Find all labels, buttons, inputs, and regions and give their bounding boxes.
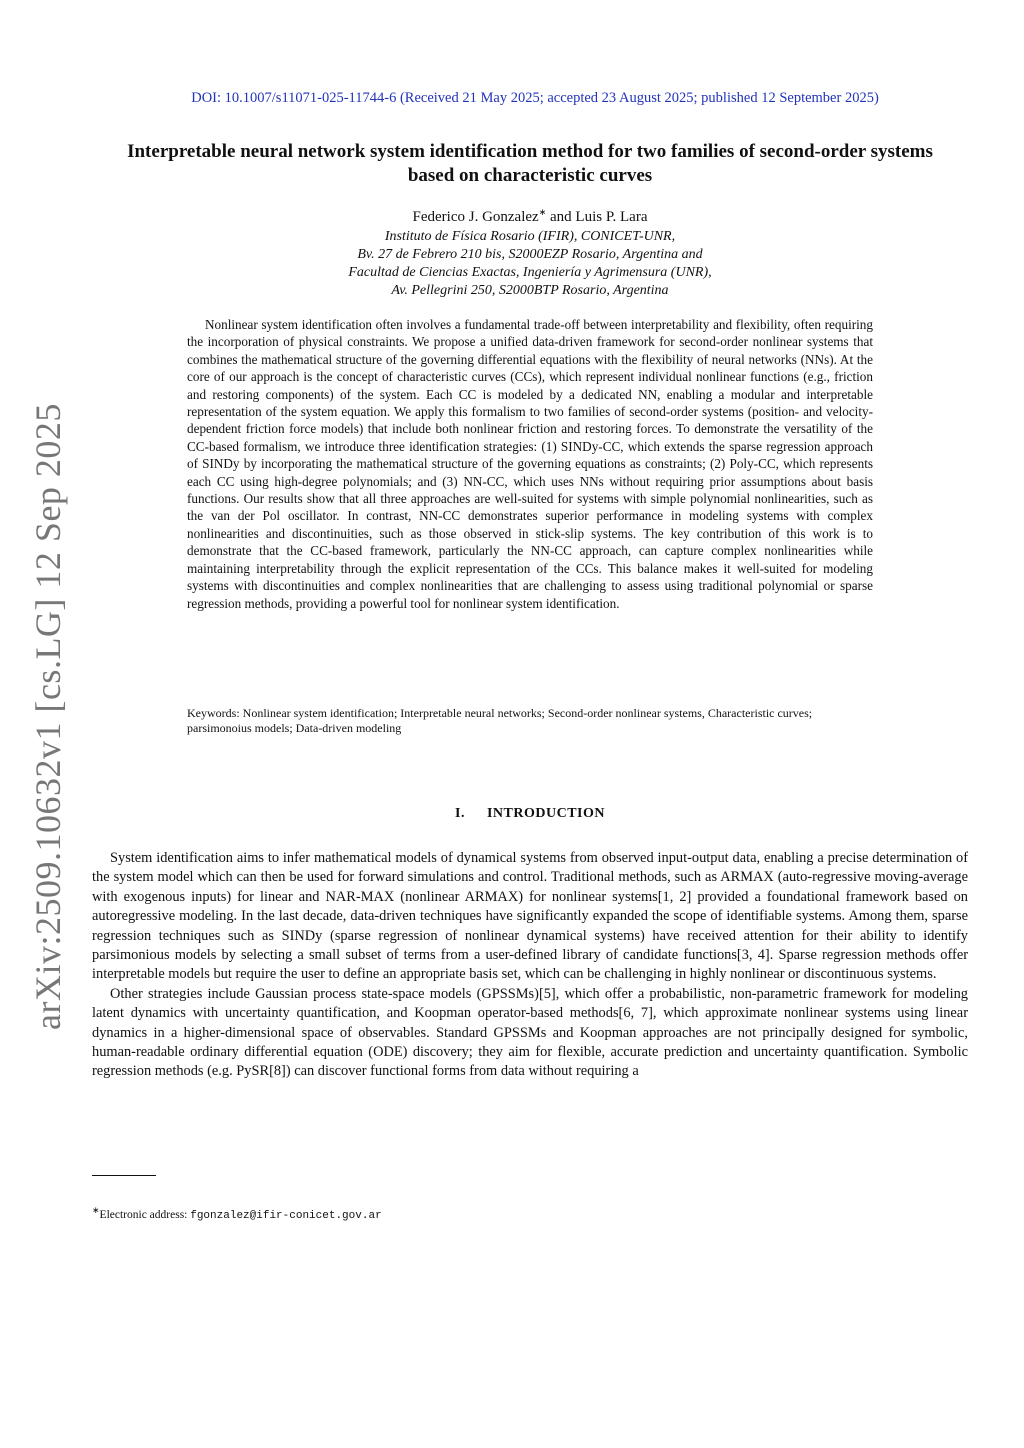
introduction-body [92,849,968,1082]
author-line [130,207,930,226]
footnote-rule [92,1175,156,1176]
footnote-mark: ∗ [92,1205,100,1215]
section-number: I. [455,806,465,821]
affiliation-line: Facultad de Ciencias Exactas, Ingeniería y Agrimensura (UNR), [348,265,712,280]
affiliation-block [130,228,930,300]
keywords: Keywords: Nonlinear system identification; Interpretable neural networks; Second-order nonlinear systems, Characteristic curves; parsimonoius models; Data-driven modeling [187,706,813,735]
affiliation-line: Instituto de Física Rosario (IFIR), CONICET-UNR, [384,229,676,244]
footnote [92,1205,792,1222]
author-first: Federico J. Gonzalez [412,209,539,225]
footnote-email-link[interactable]: fgonzalez@ifir-conicet.gov.ar [190,1209,382,1222]
arxiv-stamp: arXiv:2509.10632v1 [cs.LG] 12 Sep 2025 [28,403,68,1030]
affiliation-line: Av. Pellegrini 250, S2000BTP Rosario, Argentina [391,283,669,298]
author-second: Luis P. Lara [575,209,648,225]
intro-paragraph: System identification aims to infer mathematical models of dynamical systems from observed input-output data, enabling a precise determination of the system model which can then be used for forward simulations and control. Traditional methods, such as ARMAX (auto-regressive moving-average with exogenous inputs) for linear and NAR-MAX (nonlinear ARMAX) for nonlinear systems[1, 2] provided a foundational framework based on autoregressive modeling. In the last decade, data-driven techniques have significantly expanded the scope of identifiable systems. Among them, sparse regression techniques such as SINDy (sparse regression of nonlinear dynamical systems) have received attention for their ability to identify parsimonious models by selecting a small subset of terms from a user-defined library of candidate functions[3, 4]. Sparse regression methods offer interpretable models but require the user to define an appropriate basis set, which can be challenging in highly nonlinear or discontinuous systems. [92,850,968,983]
affiliation-line: Bv. 27 de Febrero 210 bis, S2000EZP Rosario, Argentina and [357,247,703,262]
footnote-label: Electronic address: [99,1208,191,1221]
abstract: Nonlinear system identification often involves a fundamental trade-off between interpretability and flexibility, often requiring the incorporation of physical constraints. We propose a unified data-driven framework for second-order nonlinear systems that combines the mathematical structure of the governing differential equations with the flexibility of neural networks (NNs). At the core of our approach is the concept of characteristic curves (CCs), which represent individual nonlinear functions (e.g., friction and restoring components) of the system. Each CC is modeled by a dedicated NN, enabling a modular and interpretable representation of the system equation. We apply this formalism to two families of second-order systems (position- and velocity-dependent friction force models) that include both nonlinear friction and restoring forces. To demonstrate the versatility of the CC-based formalism, we introduce three identification strategies: (1) SINDy-CC, which extends the sparse regression approach of SINDy by incorporating the mathematical structure of the governing equations as constraints; (2) Poly-CC, which represents each CC using high-degree polynomials; and (3) NN-CC, which uses NNs without requiring prior assumptions about basis functions. Our results show that all three approaches are well-suited for systems with simple polynomial nonlinearities, such as the van der Pol oscillator. In contrast, NN-CC demonstrates superior performance in modeling systems with complex nonlinearities and discontinuities, such as those observed in stick-slip systems. The key contribution of this work is to demonstrate that the CC-based framework, particularly the NN-CC approach, can capture complex nonlinearities while maintaining interpretability through the explicit representation of the CCs. This balance makes it well-suited for modeling systems with discontinuities and complex nonlinearities that are challenging to assess using traditional polynomial or sparse regression methods, providing a powerful tool for nonlinear system identification. [187,317,873,611]
author-footnote-mark[interactable]: ∗ [538,207,547,217]
intro-paragraph: Other strategies include Gaussian process state-space models (GPSSMs)[5], which offer a probabilistic, non-parametric framework for modeling latent dynamics with uncertainty quantification, and Koopman operator-based methods[6, 7], which approximate nonlinear systems using linear dynamics in a higher-dimensional space of observables. Standard GPSSMs and Koopman approaches are not principally designed for symbolic, human-readable ordinary differential equation (ODE) discovery; they aim for flexible, accurate prediction and uncertainty quantification. Symbolic regression methods (e.g. PySR[8]) can discover functional forms from data without requiring a [92,985,968,1080]
paper-title: Interpretable neural network system identification method for two families of second-order systems based on characteristic curves [127,141,933,186]
section-heading [92,806,968,822]
author-joiner: and [546,209,576,225]
doi-line[interactable]: DOI: 10.1007/s11071-025-11744-6 (Received 21 May 2025; accepted 23 August 2025; published 12 September 2025) [191,90,879,106]
section-title: INTRODUCTION [486,806,605,821]
